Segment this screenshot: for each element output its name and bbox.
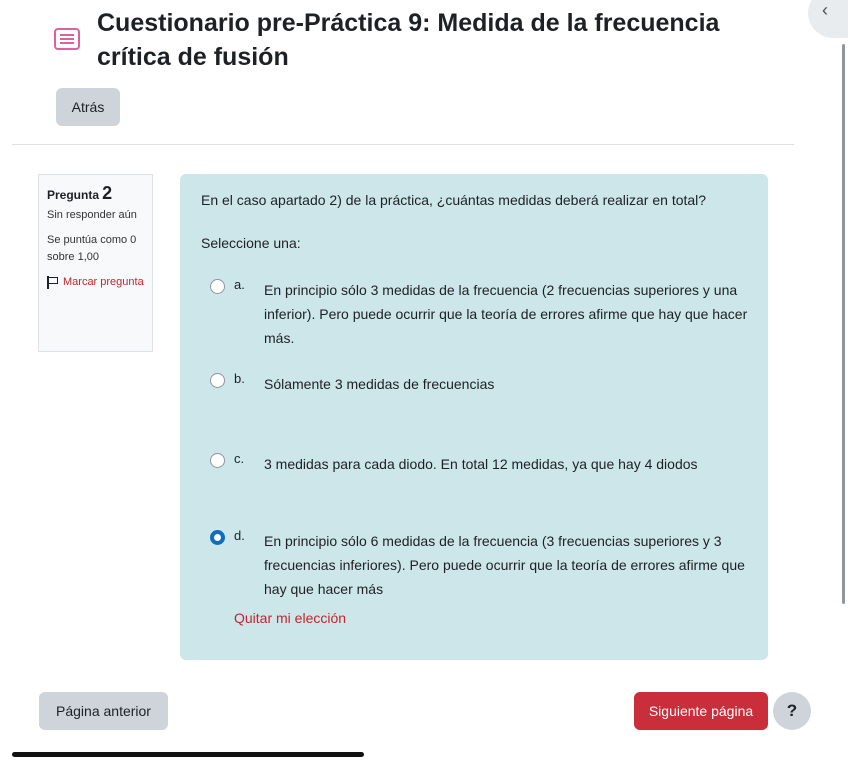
radio-option-b[interactable]: [210, 373, 225, 388]
radio-option-d-selected[interactable]: [210, 530, 225, 545]
flag-label[interactable]: Marcar pregunta: [63, 276, 144, 288]
back-button[interactable]: Atrás: [56, 88, 120, 126]
divider: [12, 144, 794, 145]
previous-page-button[interactable]: Página anterior: [39, 692, 168, 730]
question-status: Sin responder aún: [47, 209, 137, 221]
help-button[interactable]: ?: [773, 692, 811, 730]
option-text[interactable]: En principio sólo 6 medidas de la frecuencia (3 frecuencias superiores y 3 frecuencias inferiores). Pero puede ocurrir que la teoría de errores afirme que hay que hacer más: [264, 533, 745, 597]
question-grade: Se puntúa como 0 sobre 1,00: [47, 234, 137, 263]
question-label: Pregunta: [47, 188, 100, 202]
question-number: 2: [102, 183, 113, 203]
question-info: [38, 174, 153, 352]
home-indicator: [12, 752, 364, 757]
radio-option-a[interactable]: [210, 279, 225, 294]
quiz-icon: [54, 28, 80, 50]
answer-prompt: Seleccione una:: [201, 235, 301, 251]
option-text[interactable]: 3 medidas para cada diodo. En total 12 medidas, ya que hay 4 diodos: [264, 456, 698, 472]
option-text[interactable]: En principio sólo 3 medidas de la frecuencia (2 frecuencias superiores y una inferior). Pero puede ocurrir que la teoría de errores afirme que hay que hacer más.: [264, 282, 748, 346]
scrollbar[interactable]: [842, 44, 845, 604]
radio-option-c[interactable]: [210, 453, 225, 468]
option-letter: d.: [234, 528, 245, 543]
option-letter: a.: [234, 277, 245, 292]
option-text[interactable]: Sólamente 3 medidas de frecuencias: [264, 376, 495, 392]
chevron-left-icon: ‹: [822, 0, 828, 20]
drawer-toggle[interactable]: [808, 0, 848, 38]
clear-choice-link[interactable]: Quitar mi elección: [234, 610, 347, 626]
question-text: En el caso apartado 2) de la práctica, ¿cuántas medidas deberá realizar en total?: [201, 192, 707, 208]
flag-question-link[interactable]: [47, 274, 144, 291]
option-letter: b.: [234, 371, 245, 386]
flag-icon: [47, 276, 60, 289]
question-heading: [47, 185, 144, 205]
question-content: [180, 174, 768, 660]
page-title: Cuestionario pre-Práctica 9: Medida de la frecuencia crítica de fusión: [97, 9, 720, 71]
next-page-button[interactable]: Siguiente página: [634, 692, 768, 730]
option-letter: c.: [234, 451, 245, 466]
